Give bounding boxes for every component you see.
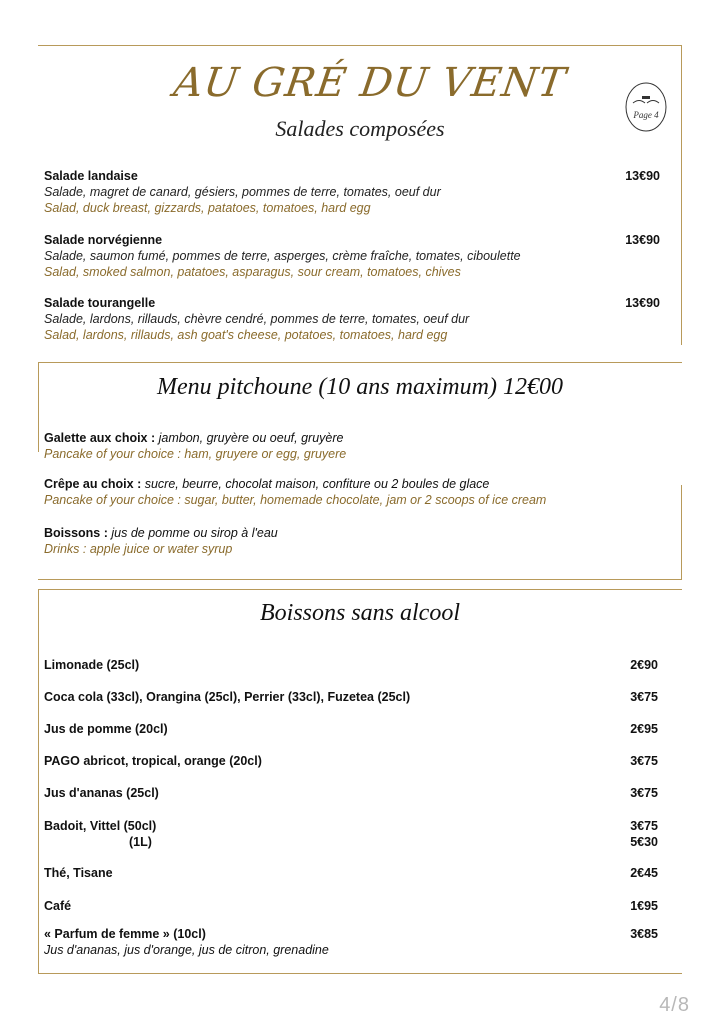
drink-name: Thé, Tisane <box>44 866 113 880</box>
page-indicator: 4/8 <box>659 994 690 1016</box>
item-desc-en: Drinks : apple juice or water syrup <box>44 542 233 556</box>
drink-name: PAGO abricot, tropical, orange (20cl) <box>44 754 262 768</box>
menu-item-crepe <box>44 476 664 508</box>
drink-name-1l: (1L) <box>129 835 152 849</box>
drink-price: 2€90 <box>630 658 658 672</box>
section-title-boissons: Boissons sans alcool <box>259 600 460 626</box>
frame-drinks-bottom-line <box>38 973 682 974</box>
item-desc-fr: Salade, lardons, rillauds, chèvre cendré, pommes de terre, tomates, oeuf dur <box>44 312 470 326</box>
item-name: Crêpe au choix : <box>44 477 142 491</box>
item-desc-en: Pancake of your choice : ham, gruyere or egg, gruyere <box>44 447 347 461</box>
drink-ingredients: Jus d'ananas, jus d'orange, jus de citron, grenadine <box>44 943 329 957</box>
frame-drinks-top-line <box>38 589 682 590</box>
drink-name: Limonade (25cl) <box>44 658 140 672</box>
item-desc-fr: Salade, saumon fumé, pommes de terre, asperges, crème fraîche, tomates, ciboulette <box>44 249 521 263</box>
item-desc-en: Salad, lardons, rillauds, ash goat's cheese, potatoes, tomatoes, hard egg <box>44 328 448 342</box>
item-desc-en: Salad, duck breast, gizzards, patatoes, tomatoes, hard egg <box>44 201 371 215</box>
frame-right-line <box>681 45 682 345</box>
item-name: Salade landaise <box>44 169 138 183</box>
drink-sodas <box>44 689 658 705</box>
item-price: 13€90 <box>625 169 660 183</box>
drink-eaux-1l <box>44 834 658 850</box>
frame-kids-top-line <box>38 362 682 363</box>
drink-eaux <box>44 818 658 834</box>
drink-jus-ananas <box>44 785 658 801</box>
drink-price-1l: 5€30 <box>630 835 658 849</box>
section-subtitle-salades: Salades composées <box>275 116 445 141</box>
menu-item-salade-tourangelle <box>44 295 664 343</box>
drink-price: 3€75 <box>630 754 658 768</box>
egg-mascot-icon <box>621 77 671 133</box>
section-title-menu-pitchoune: Menu pitchoune (10 ans maximum) 12€00 <box>157 374 563 400</box>
drink-price: 2€45 <box>630 866 658 880</box>
drink-cafe <box>44 898 658 914</box>
drink-name: Jus de pomme (20cl) <box>44 722 168 736</box>
frame-top-line <box>38 45 682 46</box>
drink-parfum-de-femme <box>44 926 658 958</box>
drink-name: Jus d'ananas (25cl) <box>44 786 159 800</box>
drink-name: Café <box>44 899 72 913</box>
menu-item-salade-landaise <box>44 168 664 216</box>
page-badge-label: Page 4 <box>633 110 659 120</box>
item-desc-fr: jambon, gruyère ou oeuf, gruyère <box>155 431 344 445</box>
item-name: Salade norvégienne <box>44 233 163 247</box>
item-price: 13€90 <box>625 296 660 310</box>
item-name: Galette aux choix : <box>44 431 156 445</box>
item-desc-fr: Salade, magret de canard, gésiers, pommes de terre, tomates, oeuf dur <box>44 185 441 199</box>
menu-item-salade-norvegienne <box>44 232 664 280</box>
menu-item-boissons-kids <box>44 525 664 557</box>
drink-price: 1€95 <box>630 899 658 913</box>
drink-price: 2€95 <box>630 722 658 736</box>
frame-drinks-left-line <box>38 589 39 974</box>
drink-jus-de-pomme <box>44 721 658 737</box>
item-price: 13€90 <box>625 233 660 247</box>
drink-price: 3€85 <box>630 927 658 941</box>
item-name: Boissons : <box>44 526 108 540</box>
menu-item-galette <box>44 430 664 462</box>
drink-name: Badoit, Vittel (50cl) <box>44 819 157 833</box>
item-desc-fr: sucre, beurre, chocolat maison, confiture ou 2 boules de glace <box>141 477 490 491</box>
drink-price: 3€75 <box>630 690 658 704</box>
drink-name: Coca cola (33cl), Orangina (25cl), Perrier (33cl), Fuzetea (25cl) <box>44 690 411 704</box>
restaurant-name: AU GRÉ DU VENT <box>170 60 570 106</box>
frame-kids-right-line <box>681 485 682 580</box>
drink-name: « Parfum de femme » (10cl) <box>44 927 206 941</box>
drink-price: 3€75 <box>630 819 658 833</box>
frame-kids-bottom-line <box>38 579 682 580</box>
item-name: Salade tourangelle <box>44 296 156 310</box>
item-desc-en: Salad, smoked salmon, patatoes, asparagus, sour cream, tomatoes, chives <box>44 265 461 279</box>
drink-price: 3€75 <box>630 786 658 800</box>
item-desc-en: Pancake of your choice : sugar, butter, homemade chocolate, jam or 2 scoops of ice cream <box>44 493 547 507</box>
drink-the-tisane <box>44 865 658 881</box>
item-desc-fr: jus de pomme ou sirop à l'eau <box>107 526 278 540</box>
drink-pago <box>44 753 658 769</box>
drink-limonade <box>44 657 658 673</box>
frame-kids-left-line <box>38 362 39 452</box>
